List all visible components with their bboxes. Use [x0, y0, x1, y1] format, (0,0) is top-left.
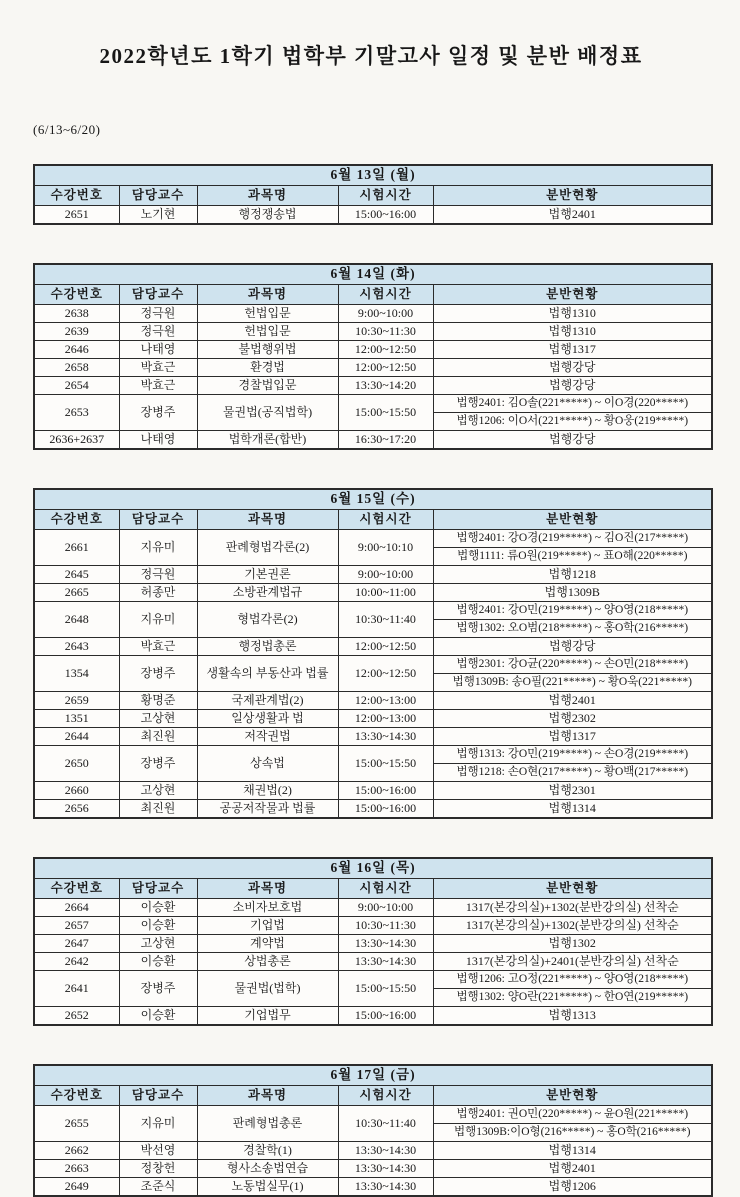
assignment-cell: 법행1206 — [433, 1178, 712, 1197]
professor-cell: 나태영 — [119, 341, 197, 359]
table-row — [34, 584, 712, 602]
column-header: 담당교수 — [119, 510, 197, 530]
course-no-cell: 2647 — [34, 935, 119, 953]
assignment-cell: 1317(본강의실)+1302(분반강의실) 선착순 — [433, 899, 712, 917]
course-no-cell: 2639 — [34, 323, 119, 341]
subject-cell: 판례형법각론(2) — [197, 530, 338, 566]
time-cell: 15:00~16:00 — [338, 782, 433, 800]
column-header: 분반현황 — [433, 879, 712, 899]
assignment-cell: 법행강당 — [433, 359, 712, 377]
assignment-cell: 법행1310 — [433, 305, 712, 323]
professor-cell: 최진원 — [119, 728, 197, 746]
subject-cell: 채권법(2) — [197, 782, 338, 800]
professor-cell: 지유미 — [119, 530, 197, 566]
column-header: 담당교수 — [119, 879, 197, 899]
assignment-cell: 법행1218 — [433, 566, 712, 584]
assignment-cell: 법행1302 — [433, 935, 712, 953]
time-cell: 15:00~15:50 — [338, 746, 433, 782]
course-no-cell: 2641 — [34, 971, 119, 1007]
table-row — [34, 566, 712, 584]
column-header: 분반현황 — [433, 1086, 712, 1106]
course-no-cell: 1354 — [34, 656, 119, 692]
table-row — [34, 935, 712, 953]
table-row — [34, 395, 712, 431]
assignment-cell — [433, 656, 712, 692]
table-row — [34, 1178, 712, 1197]
table-row — [34, 206, 712, 225]
subject-cell: 계약법 — [197, 935, 338, 953]
course-no-cell: 2659 — [34, 692, 119, 710]
assignment-cell: 법행강당 — [433, 638, 712, 656]
assignment-cell: 법행1314 — [433, 800, 712, 819]
table-row — [34, 1160, 712, 1178]
table-day-title: 6월 15일 (수) — [34, 489, 712, 510]
column-header: 분반현황 — [433, 510, 712, 530]
subject-cell: 행정쟁송법 — [197, 206, 338, 225]
course-no-cell: 2651 — [34, 206, 119, 225]
assignment-section-line: 법행1206: 고O정(221*****) ~ 양O영(218*****) — [456, 973, 689, 985]
professor-cell: 이승환 — [119, 917, 197, 935]
assignment-section-line: 법행1313: 강O민(219*****) ~ 손O경(219*****) — [456, 748, 689, 760]
professor-cell: 정극원 — [119, 305, 197, 323]
table-row — [34, 341, 712, 359]
subject-cell: 국제관계법(2) — [197, 692, 338, 710]
table-row — [34, 692, 712, 710]
subject-cell: 생활속의 부동산과 법률 — [197, 656, 338, 692]
assignment-section-line: 법행1309B: 송O필(221*****) ~ 황O욱(221*****) — [434, 673, 712, 691]
table-row — [34, 656, 712, 692]
professor-cell: 박효근 — [119, 359, 197, 377]
table-row — [34, 782, 712, 800]
assignment-cell: 법행1314 — [433, 1142, 712, 1160]
time-cell: 12:00~13:00 — [338, 710, 433, 728]
table-row — [34, 530, 712, 566]
exam-day-table — [33, 488, 713, 819]
professor-cell: 고상현 — [119, 935, 197, 953]
professor-cell: 이승환 — [119, 1007, 197, 1026]
professor-cell: 허종만 — [119, 584, 197, 602]
assignment-cell: 법행2401 — [433, 1160, 712, 1178]
time-cell: 9:00~10:00 — [338, 566, 433, 584]
course-no-cell: 2655 — [34, 1106, 119, 1142]
time-cell: 15:00~15:50 — [338, 395, 433, 431]
page-title: 2022학년도 1학기 법학부 기말고사 일정 및 분반 배정표 — [99, 44, 643, 68]
time-cell: 13:30~14:30 — [338, 728, 433, 746]
assignment-cell: 법행1310 — [433, 323, 712, 341]
assignment-section-line: 법행2401: 강O경(219*****) ~ 김O진(217*****) — [456, 532, 689, 544]
course-no-cell: 2653 — [34, 395, 119, 431]
assignment-cell: 법행강당 — [433, 431, 712, 450]
professor-cell: 지유미 — [119, 602, 197, 638]
assignment-cell: 법행2301 — [433, 782, 712, 800]
subject-cell: 경찰법입문 — [197, 377, 338, 395]
subject-cell: 불법행위법 — [197, 341, 338, 359]
subject-cell: 환경법 — [197, 359, 338, 377]
column-header: 시험시간 — [338, 879, 433, 899]
time-cell: 12:00~12:50 — [338, 656, 433, 692]
table-row — [34, 602, 712, 638]
professor-cell: 고상현 — [119, 782, 197, 800]
subject-cell: 기업법무 — [197, 1007, 338, 1026]
table-row — [34, 323, 712, 341]
assignment-section-line: 법행1111: 류O원(219*****) ~ 표O해(220*****) — [434, 547, 712, 565]
subject-cell: 물권법(공직법학) — [197, 395, 338, 431]
assignment-section-line: 법행1302: 양O란(221*****) ~ 한O연(219*****) — [434, 988, 712, 1006]
assignment-section-line: 법행2301: 강O균(220*****) ~ 손O민(218*****) — [456, 658, 689, 670]
subject-cell: 헌법입문 — [197, 323, 338, 341]
time-cell: 15:00~15:50 — [338, 971, 433, 1007]
time-cell: 10:30~11:40 — [338, 1106, 433, 1142]
assignment-cell — [433, 971, 712, 1007]
professor-cell: 노기현 — [119, 206, 197, 225]
professor-cell: 박선영 — [119, 1142, 197, 1160]
time-cell: 15:00~16:00 — [338, 1007, 433, 1026]
column-header: 시험시간 — [338, 186, 433, 206]
assignment-section-line: 법행1302: 오O범(218*****) ~ 홍O학(216*****) — [434, 619, 712, 637]
subject-cell: 형사소송법연습 — [197, 1160, 338, 1178]
table-row — [34, 710, 712, 728]
subject-cell: 공공저작물과 법률 — [197, 800, 338, 819]
table-row — [34, 917, 712, 935]
assignment-cell: 법행강당 — [433, 377, 712, 395]
course-no-cell: 2636+2637 — [34, 431, 119, 450]
table-row — [34, 746, 712, 782]
column-header: 시험시간 — [338, 1086, 433, 1106]
time-cell: 9:00~10:00 — [338, 899, 433, 917]
course-no-cell: 2665 — [34, 584, 119, 602]
table-row — [34, 800, 712, 819]
professor-cell: 장병주 — [119, 395, 197, 431]
table-row — [34, 971, 712, 1007]
table-row — [34, 1106, 712, 1142]
time-cell: 12:00~12:50 — [338, 341, 433, 359]
professor-cell: 최진원 — [119, 800, 197, 819]
assignment-cell — [433, 530, 712, 566]
column-header: 과목명 — [197, 510, 338, 530]
table-row — [34, 899, 712, 917]
assignment-cell: 법행1317 — [433, 341, 712, 359]
exam-day-table — [33, 857, 713, 1026]
course-no-cell: 2648 — [34, 602, 119, 638]
table-day-title: 6월 17일 (금) — [34, 1065, 712, 1086]
table-row — [34, 728, 712, 746]
table-day-title: 6월 16일 (목) — [34, 858, 712, 879]
assignment-cell: 1317(본강의실)+1302(분반강의실) 선착순 — [433, 917, 712, 935]
course-no-cell: 2638 — [34, 305, 119, 323]
time-cell: 13:30~14:30 — [338, 953, 433, 971]
course-no-cell: 2661 — [34, 530, 119, 566]
assignment-cell: 법행1309B — [433, 584, 712, 602]
professor-cell: 이승환 — [119, 899, 197, 917]
table-row — [34, 953, 712, 971]
assignment-section-line: 법행2401: 권O민(220*****) ~ 윤O원(221*****) — [456, 1108, 689, 1120]
course-no-cell: 2657 — [34, 917, 119, 935]
course-no-cell: 2662 — [34, 1142, 119, 1160]
professor-cell: 이승환 — [119, 953, 197, 971]
exam-day-table — [33, 1064, 713, 1197]
column-header: 과목명 — [197, 285, 338, 305]
subject-cell: 상속법 — [197, 746, 338, 782]
course-no-cell: 2643 — [34, 638, 119, 656]
subject-cell: 경찰학(1) — [197, 1142, 338, 1160]
column-header: 담당교수 — [119, 285, 197, 305]
time-cell: 12:00~13:00 — [338, 692, 433, 710]
column-header: 수강번호 — [34, 1086, 119, 1106]
professor-cell: 정극원 — [119, 566, 197, 584]
time-cell: 12:00~12:50 — [338, 638, 433, 656]
assignment-section-line: 법행1206: 이O서(221*****) ~ 황O웅(219*****) — [434, 412, 712, 430]
table-day-title: 6월 13일 (월) — [34, 165, 712, 186]
assignment-section-line: 법행2401: 강O민(219*****) ~ 양O영(218*****) — [456, 604, 689, 616]
course-no-cell: 2663 — [34, 1160, 119, 1178]
assignment-cell: 법행2401 — [433, 206, 712, 225]
column-header: 과목명 — [197, 1086, 338, 1106]
time-cell: 13:30~14:20 — [338, 377, 433, 395]
time-cell: 12:00~12:50 — [338, 359, 433, 377]
subject-cell: 일상생활과 법 — [197, 710, 338, 728]
table-row — [34, 377, 712, 395]
assignment-cell — [433, 602, 712, 638]
column-header: 과목명 — [197, 186, 338, 206]
subject-cell: 기업법 — [197, 917, 338, 935]
subject-cell: 법학개론(합반) — [197, 431, 338, 450]
subject-cell: 상법총론 — [197, 953, 338, 971]
subject-cell: 판례형법총론 — [197, 1106, 338, 1142]
column-header: 담당교수 — [119, 186, 197, 206]
column-header: 수강번호 — [34, 186, 119, 206]
time-cell: 10:30~11:40 — [338, 602, 433, 638]
exam-day-table — [33, 164, 713, 225]
header-row — [34, 510, 712, 530]
assignment-cell — [433, 1106, 712, 1142]
table-row — [34, 1007, 712, 1026]
exam-day-table — [33, 263, 713, 450]
subject-cell: 행정법총론 — [197, 638, 338, 656]
time-cell: 16:30~17:20 — [338, 431, 433, 450]
professor-cell: 박효근 — [119, 638, 197, 656]
tables-container — [33, 164, 709, 1197]
course-no-cell: 2644 — [34, 728, 119, 746]
column-header: 수강번호 — [34, 285, 119, 305]
professor-cell: 나태영 — [119, 431, 197, 450]
subject-cell: 노동법실무(1) — [197, 1178, 338, 1197]
assignment-cell: 1317(본강의실)+2401(분반강의실) 선착순 — [433, 953, 712, 971]
time-cell: 9:00~10:10 — [338, 530, 433, 566]
assignment-cell: 법행1317 — [433, 728, 712, 746]
time-cell: 10:00~11:00 — [338, 584, 433, 602]
professor-cell: 고상현 — [119, 710, 197, 728]
assignment-cell — [433, 746, 712, 782]
time-cell: 13:30~14:30 — [338, 1142, 433, 1160]
subject-cell: 저작권법 — [197, 728, 338, 746]
assignment-section-line: 법행1309B:이O형(216*****) ~ 홍O학(216*****) — [434, 1123, 712, 1141]
professor-cell: 장병주 — [119, 656, 197, 692]
column-header: 수강번호 — [34, 510, 119, 530]
time-cell: 13:30~14:30 — [338, 1178, 433, 1197]
professor-cell: 조준식 — [119, 1178, 197, 1197]
assignment-section-line: 법행2401: 김O솔(221*****) ~ 이O경(220*****) — [456, 397, 689, 409]
header-row — [34, 879, 712, 899]
subject-cell: 물권법(법학) — [197, 971, 338, 1007]
column-header: 과목명 — [197, 879, 338, 899]
column-header: 시험시간 — [338, 510, 433, 530]
time-cell: 15:00~16:00 — [338, 206, 433, 225]
professor-cell: 정창헌 — [119, 1160, 197, 1178]
subject-cell: 소비자보호법 — [197, 899, 338, 917]
professor-cell: 정극원 — [119, 323, 197, 341]
assignment-cell: 법행1313 — [433, 1007, 712, 1026]
subject-cell: 헌법입문 — [197, 305, 338, 323]
time-cell: 9:00~10:00 — [338, 305, 433, 323]
table-row — [34, 359, 712, 377]
course-no-cell: 2664 — [34, 899, 119, 917]
time-cell: 13:30~14:30 — [338, 1160, 433, 1178]
time-cell: 10:30~11:30 — [338, 323, 433, 341]
table-row — [34, 305, 712, 323]
professor-cell: 박효근 — [119, 377, 197, 395]
course-no-cell: 2642 — [34, 953, 119, 971]
subject-cell: 기본권론 — [197, 566, 338, 584]
column-header: 담당교수 — [119, 1086, 197, 1106]
course-no-cell: 1351 — [34, 710, 119, 728]
column-header: 시험시간 — [338, 285, 433, 305]
time-cell: 15:00~16:00 — [338, 800, 433, 819]
professor-cell: 장병주 — [119, 971, 197, 1007]
table-row — [34, 431, 712, 450]
course-no-cell: 2645 — [34, 566, 119, 584]
professor-cell: 황명준 — [119, 692, 197, 710]
course-no-cell: 2660 — [34, 782, 119, 800]
course-no-cell: 2658 — [34, 359, 119, 377]
header-row — [34, 1086, 712, 1106]
professor-cell: 장병주 — [119, 746, 197, 782]
assignment-section-line: 법행1218: 손O현(217*****) ~ 황O백(217*****) — [434, 763, 712, 781]
header-row — [34, 186, 712, 206]
assignment-cell: 법행2401 — [433, 692, 712, 710]
table-row — [34, 638, 712, 656]
column-header: 분반현황 — [433, 285, 712, 305]
column-header: 분반현황 — [433, 186, 712, 206]
time-cell: 13:30~14:30 — [338, 935, 433, 953]
course-no-cell: 2649 — [34, 1178, 119, 1197]
course-no-cell: 2652 — [34, 1007, 119, 1026]
course-no-cell: 2650 — [34, 746, 119, 782]
subject-cell: 소방관계법규 — [197, 584, 338, 602]
table-day-title: 6월 14일 (화) — [34, 264, 712, 285]
course-no-cell: 2656 — [34, 800, 119, 819]
professor-cell: 지유미 — [119, 1106, 197, 1142]
subject-cell: 형법각론(2) — [197, 602, 338, 638]
date-range-label: (6/13~6/20) — [33, 122, 101, 137]
course-no-cell: 2654 — [34, 377, 119, 395]
column-header: 수강번호 — [34, 879, 119, 899]
time-cell: 10:30~11:30 — [338, 917, 433, 935]
assignment-cell — [433, 395, 712, 431]
assignment-cell: 법행2302 — [433, 710, 712, 728]
header-row — [34, 285, 712, 305]
course-no-cell: 2646 — [34, 341, 119, 359]
